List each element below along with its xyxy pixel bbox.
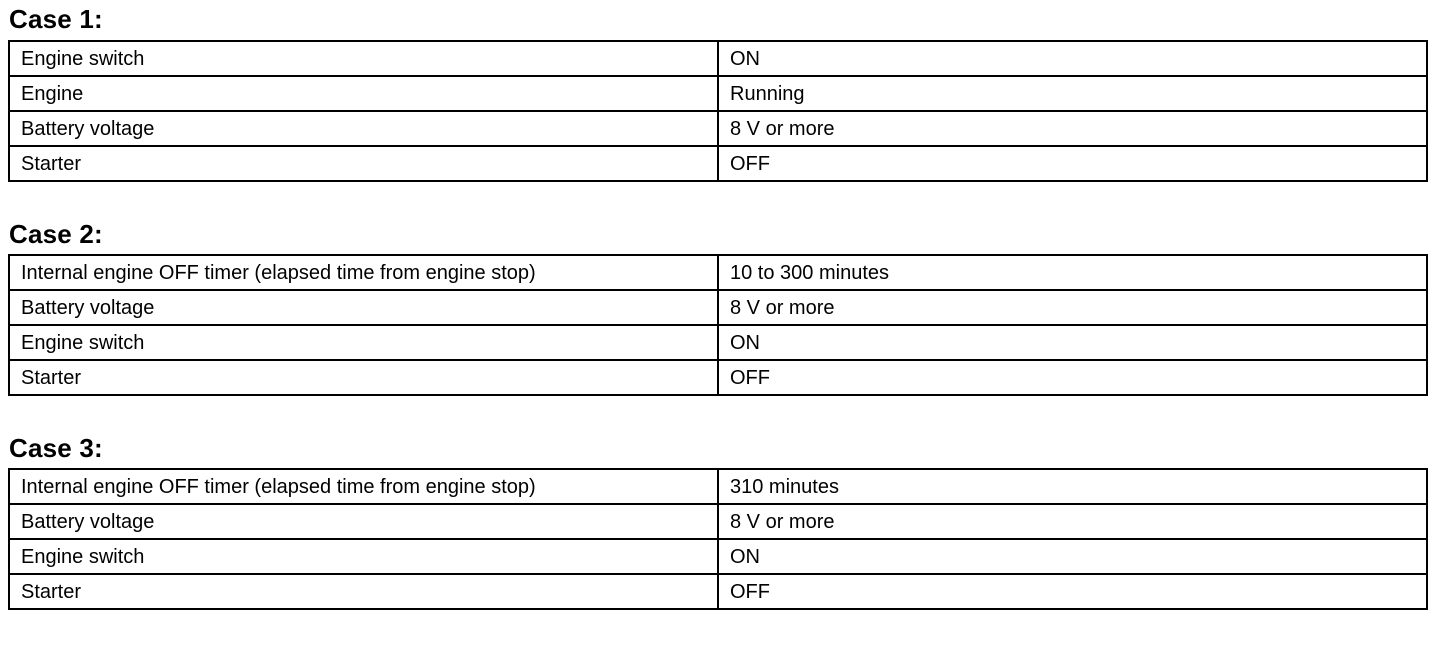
condition-value: 8 V or more bbox=[718, 111, 1427, 146]
condition-label: Starter bbox=[9, 146, 718, 181]
case-3-title: Case 3: bbox=[9, 433, 103, 463]
condition-label: Internal engine OFF timer (elapsed time from engine stop) bbox=[9, 469, 718, 504]
case-2-title: Case 2: bbox=[9, 219, 103, 249]
table-row bbox=[9, 469, 1427, 504]
condition-value: OFF bbox=[718, 360, 1427, 395]
table-row bbox=[9, 574, 1427, 609]
condition-value: OFF bbox=[718, 146, 1427, 181]
condition-label: Battery voltage bbox=[9, 290, 718, 325]
condition-label: Starter bbox=[9, 574, 718, 609]
table-row bbox=[9, 76, 1427, 111]
condition-label: Engine bbox=[9, 76, 718, 111]
table-row bbox=[9, 255, 1427, 290]
case-1-title: Case 1: bbox=[9, 4, 103, 34]
condition-label: Engine switch bbox=[9, 41, 718, 76]
condition-value: ON bbox=[718, 539, 1427, 574]
condition-value: Running bbox=[718, 76, 1427, 111]
condition-label: Engine switch bbox=[9, 325, 718, 360]
table-row bbox=[9, 290, 1427, 325]
condition-value: 310 minutes bbox=[718, 469, 1427, 504]
condition-label: Battery voltage bbox=[9, 111, 718, 146]
condition-value: 10 to 300 minutes bbox=[718, 255, 1427, 290]
case-1-table bbox=[8, 40, 1428, 182]
table-row bbox=[9, 360, 1427, 395]
condition-label: Battery voltage bbox=[9, 504, 718, 539]
table-row bbox=[9, 41, 1427, 76]
table-row bbox=[9, 146, 1427, 181]
table-row bbox=[9, 111, 1427, 146]
condition-value: 8 V or more bbox=[718, 504, 1427, 539]
table-row bbox=[9, 325, 1427, 360]
condition-value: ON bbox=[718, 325, 1427, 360]
case-3-table bbox=[8, 468, 1428, 610]
condition-value: ON bbox=[718, 41, 1427, 76]
case-2-table bbox=[8, 254, 1428, 396]
condition-value: OFF bbox=[718, 574, 1427, 609]
table-row bbox=[9, 504, 1427, 539]
condition-label: Internal engine OFF timer (elapsed time from engine stop) bbox=[9, 255, 718, 290]
table-row bbox=[9, 539, 1427, 574]
condition-label: Engine switch bbox=[9, 539, 718, 574]
condition-value: 8 V or more bbox=[718, 290, 1427, 325]
condition-label: Starter bbox=[9, 360, 718, 395]
